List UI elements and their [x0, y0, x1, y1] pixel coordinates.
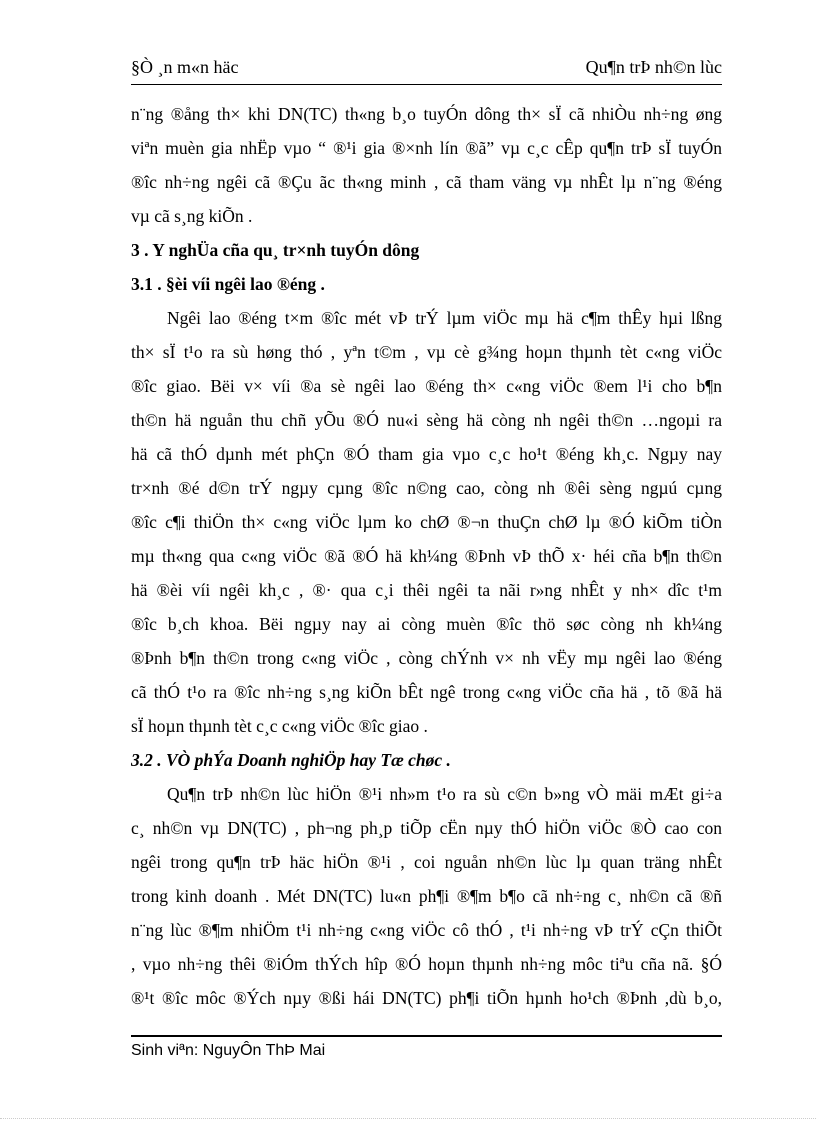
paragraph-line: ®Þnh b¶n th©n trong c«ng viÖc , còng chÝnh v× nh vËy mµ ngêi lao ®éng: [131, 648, 722, 668]
paragraph-line: ngêi trong qu¶n trÞ häc hiÖn ®¹i , coi nguån nh©n lùc lµ quan träng nhÊt: [131, 852, 722, 872]
text-line: ®îc nh÷ng ngêi cã ®Çu ãc th«ng minh , cã tham väng vµ nhÊt lµ n¨ng ®éng: [131, 172, 722, 192]
paragraph-line: hä ®èi víi ngêi kh¸c , ®· qua c¸i thêi ngêi ta nãi r»ng nhÊt y nh× dîc t¹m: [131, 580, 722, 600]
section-heading-3: 3 . Y nghÜa cña qu¸ tr×nh tuyÓn dông: [131, 240, 420, 260]
paragraph-line: ®¹t ®îc môc ®Ých nµy ®ßi hái DN(TC) ph¶i tiÕn hµnh ho¹ch ®Þnh ,dù b¸o,: [131, 988, 722, 1008]
paragraph-line: n¨ng lùc ®¶m nhiÖm t¹i nh÷ng c«ng viÖc cô thÓ , t¹i nh÷ng vÞ trÝ cÇn thiÕt: [131, 920, 722, 940]
section-heading-3-1: 3.1 . §èi víi ngêi lao ®éng .: [131, 274, 325, 294]
header-course: Qu¶n trÞ nh©n lùc: [585, 57, 722, 77]
paragraph-line: sÏ hoµn thµnh tèt c¸c c«ng viÖc ®îc giao .: [131, 716, 428, 736]
paragraph-line: ®îc c¶i thiÖn th× c«ng viÖc lµm ko chØ ®¬n thuÇn chØ lµ ®Ó kiÕm tiÒn: [131, 512, 722, 532]
text-line: vµ cã s¸ng kiÕn .: [131, 206, 253, 226]
paragraph-line: , vµo nh÷ng thêi ®iÓm thÝch hîp ®Ó hoµn thµnh nh÷ng môc tiªu cña nã. §Ó: [131, 954, 722, 974]
paragraph-line: hä cã thÓ dµnh mét phÇn ®Ó tham gia vµo c¸c ho¹t ®éng kh¸c. Ngµy nay: [131, 444, 722, 464]
section-heading-3-2: 3.2 . VÒ phÝa Doanh nghiÖp hay Tæ chøc .: [131, 750, 451, 770]
document-body: [131, 97, 722, 1015]
paragraph-line: ®îc b¸ch khoa. Bëi ngµy nay ai còng muèn ®îc thö søc còng nh kh¼ng: [131, 614, 722, 634]
paragraph-line: trong kinh doanh . Mét DN(TC) lu«n ph¶i ®¶m b¶o cã nh÷ng c¸ nh©n cã ®ñ: [131, 886, 722, 906]
text-line: n¨ng ®ång th× khi DN(TC) th«ng b¸o tuyÓn dông th× sÏ cã nhiÒu nh÷ng øng: [131, 104, 722, 124]
paragraph-line: ®îc giao. Bëi v× víi ®a sè ngêi lao ®éng th× c«ng viÖc ®em l¹i cho b¶n: [131, 376, 722, 396]
paragraph-line: th× sÏ t¹o ra sù høng thó , yªn t©m , vµ cè g¾ng hoµn thµnh tèt c«ng viÖc: [131, 342, 722, 362]
paragraph-line: th©n hä nguån thu chñ yÕu ®Ó nu«i sèng hä còng nh ngêi th©n …ngoµi ra: [131, 410, 722, 430]
paragraph-line: Qu¶n trÞ nh©n lùc hiÖn ®¹i nh»m t¹o ra sù c©n b»ng vÒ mäi mÆt gi÷a: [167, 784, 722, 804]
paragraph-line: Ngêi lao ®éng t×m ®îc mét vÞ trÝ lµm viÖc mµ hä c¶m thÊy hµi lßng: [167, 308, 722, 328]
header-divider: [131, 84, 722, 85]
page-footer: Sinh viªn: NguyÔn ThÞ Mai: [131, 1042, 326, 1059]
footer-divider: [131, 1035, 722, 1037]
paragraph-line: tr×nh ®é d©n trÝ ngµy cµng ®îc n©ng cao, còng nh ®êi sèng ngµú cµng: [131, 478, 722, 498]
text-line: viªn muèn gia nhËp vµo “ ®¹i gia ®×nh lín ®ã” vµ c¸c cÊp qu¶n trÞ sÏ tuyÓn: [131, 138, 722, 158]
paragraph-line: c¸ nh©n vµ DN(TC) , ph¬ng ph¸p tiÕp cËn nµy thÓ hiÖn viÖc ®Ò cao con: [131, 818, 722, 838]
paragraph-line: mµ th«ng qua c«ng viÖc ®ã ®Ó hä kh¼ng ®Þnh vÞ thÕ x· héi cña b¶n th©n: [131, 546, 722, 566]
page-header: [131, 52, 722, 78]
page-bottom-edge: [0, 1118, 816, 1119]
paragraph-line: cã thÓ t¹o ra ®îc nh÷ng s¸ng kiÕn bÊt ngê trong c«ng viÖc cña hä , tõ ®ã hä: [131, 682, 722, 702]
header-subject: §Ò ¸n m«n häc: [131, 57, 239, 77]
